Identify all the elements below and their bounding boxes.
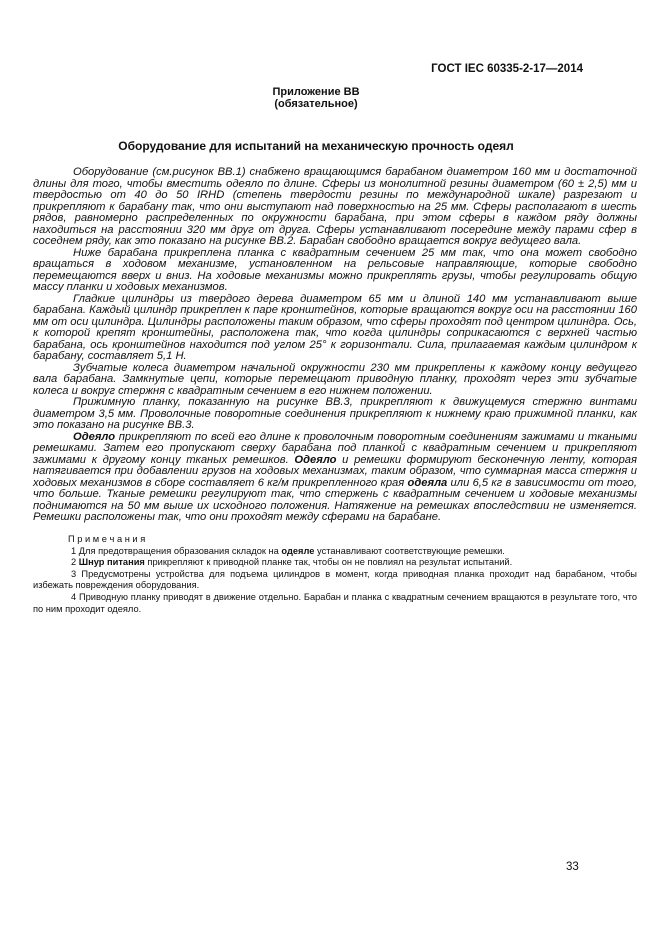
body-paragraph-3: Гладкие цилиндры из твердого дерева диаметром 65 мм и длиной 140 мм устанавливают выше барабана. Каждый цилиндр прикреплен к паре кронштейнов, которые вращаются вокруг оси на расстоянии 160 мм от оси цилиндра. Цилиндры расположены таким образом, что сферы проходят под центром цилиндра. Ось, к которой крепят кронштейны, расположена так, что когда цилиндры соприкасаются с верхней частью барабана, ось кронштейнов находится под углом 25° к горизонтали. Сила, прилагаемая каждым цилиндром к барабану, составляет 5,1 Н. <box>33 292 637 362</box>
note-item-3: 3 Предусмотрены устройства для подъема цилиндров в момент, когда приводная планка проходит над барабаном, чтобы избежать повреждения оборудования. <box>33 568 637 591</box>
body-paragraph-2: Ниже барабана прикреплена планка с квадратным сечением 25 мм так, что она может свободно вращаться в ходовом механизме, установленном на рельсовые направляющие, которые свободно перемещаются вверх и вниз. На ходовые механизмы можно прикреплять грузы, чтобы регулировать общую массу планки и ходовых механизмов. <box>33 246 637 293</box>
body-text <box>33 167 637 524</box>
page-title: Оборудование для испытаний на механическую прочность одеял <box>118 139 514 153</box>
note-item-2: 2 Шнур питания прикрепляют к приводной планке так, чтобы он не повлиял на результат испытаний. <box>71 557 513 568</box>
page-number: 33 <box>566 861 579 873</box>
annex-kind: (обязательное) <box>274 98 358 110</box>
running-header-document-code: ГОСТ IEC 60335-2-17—2014 <box>431 63 583 75</box>
annex-block <box>33 86 599 110</box>
note-item-4: 4 Приводную планку приводят в движение отдельно. Барабан и планка с квадратным сечением вращаются в результате того, что по ним проходит одеяло. <box>33 591 637 614</box>
notes-block <box>33 534 637 615</box>
body-paragraph-5: Прижимную планку, показанную на рисунке ВВ.3, прикрепляют к движущемуся стержню винтами диаметром 3,5 мм. Проволочные поворотные соединения прикрепляют к нижнему краю прижимной планки, как это показано на рисунке ВВ.3. <box>33 396 637 431</box>
notes-heading: П р и м е ч а н и я <box>68 534 146 544</box>
body-paragraph-4: Зубчатые колеса диаметром начальной окружности 230 мм прикреплены к каждому концу ведущего вала барабана. Замкнутые цепи, которые перемещают приводную планку, проходят через эти зубчатые колеса и вокруг стержня с квадратным сечением в его нижнем положении. <box>33 361 637 397</box>
body-paragraph-1: Оборудование (см.рисунок ВВ.1) снабжено вращающимся барабаном диаметром 160 мм и достаточной длины для того, чтобы вместить одеяло по длине. Сферы из монолитной резины диаметром (60 ± 2,5) мм и твердостью от 40 до 50 IRHD (степень твердости резины по международной шкале) разрезают и прикрепляют к барабану так, что они выступают над поверхностью на 25 мм. Сферы располагают в шесть рядов, равномерно распределенных по окружности барабана, при этом сферы в каждом ряду должны находиться на расстоянии 320 мм друг от друга. Сферы устанавливают посередине между парами сфер в соседнем ряду, как это показано на рисунке ВВ.2. Барабан свободно вращается вокруг ведущего вала. <box>33 166 637 247</box>
annex-label: Приложение ВВ <box>272 86 360 98</box>
note-item-1: 1 Для предотвращения образования складок на одеяле устанавливают соответствующие ремешки. <box>71 545 505 556</box>
body-paragraph-6: Одеяло прикрепляют по всей его длине к проволочным поворотным соединениям зажимами и ткаными ремешками. Затем его пропускают сверху барабана под планкой с квадратным сечением и прикрепляют зажимами к другому концу тканых ремешков. Одеяло и ремешки формируют бесконечную ленту, которая натягивается при добавлении грузов на ходовых механизмах, таким образом, что суммарная масса стержня и ходовых механизмов в сборе составляет 6 кг/м прикрепленного края одеяла или 6,5 кг в зависимости от того, что больше. Тканые ремешки регулируют так, что стержень с квадратным сечением и ходовые механизмы поднимаются на 50 мм выше их исходного положения. Натяжение на ремешках впоследствии не изменяется. Ремешки расположены так, что они проходят между сферами на барабане. <box>33 430 637 523</box>
